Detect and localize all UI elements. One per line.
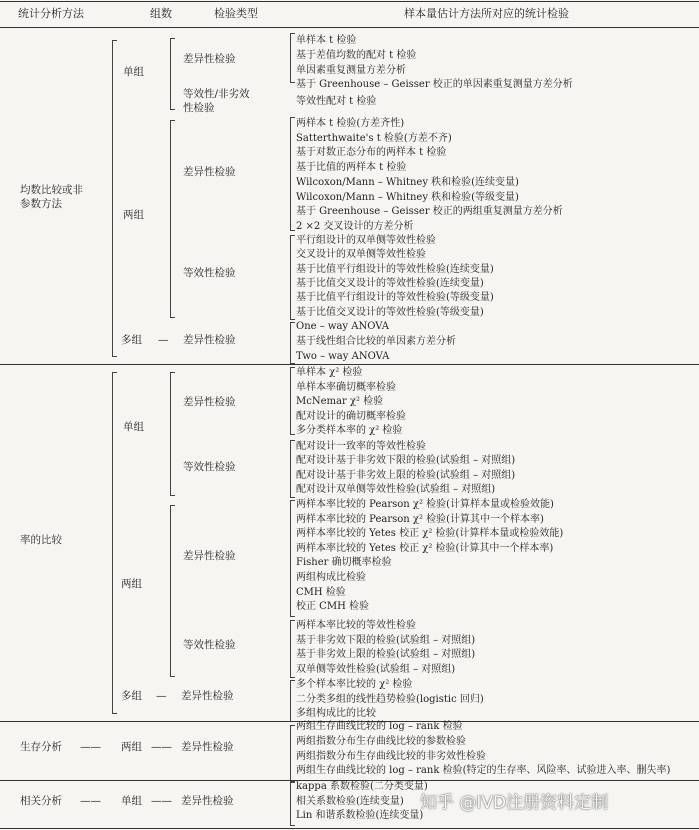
group-mean-two: 两组 (123, 209, 144, 221)
test-item: 基于比值平行组设计的等效性检验(连续变量) (296, 263, 494, 275)
bracket-rate-groups (112, 372, 117, 714)
bracket-rate-single (170, 372, 175, 496)
test-item: 2 ×2 交叉设计的方差分析 (296, 220, 414, 232)
test-item: 两样本 t 检验(方差齐性) (296, 118, 405, 129)
top-rule (0, 1, 699, 2)
test-item: Wilcoxon/Mann – Whitney 秩和检验(连续变量) (296, 176, 519, 188)
bracket-correlation-diff (290, 782, 295, 826)
test-item: 配对设计的确切概率检验 (296, 410, 406, 422)
header-stat-test: 样本量估计方法所对应的统计检验 (404, 7, 569, 20)
test-item: 两样本率比较的 Yetes 校正 χ² 检验(计算其中一个样本率) (296, 542, 554, 554)
test-item: 两组指数分布生存曲线比较的非劣效性检验 (296, 750, 486, 762)
group-rate-multi: 多组 (121, 690, 142, 702)
bracket-mean-two-diff (290, 117, 295, 231)
dash-correlation-2: —— (151, 795, 172, 807)
bracket-rate-single-diff (290, 367, 295, 435)
type-mean-single-equiv: 等效性/非劣效性检验 (183, 88, 250, 114)
method-mean: 均数比较或非参数方法 (20, 184, 83, 210)
test-item: 基于差值均数的配对 t 检验 (296, 49, 417, 61)
bracket-mean-multi-diff (290, 322, 295, 364)
test-item: 交叉设计的双单侧等效性检验 (296, 249, 426, 261)
test-item: 配对设计双单侧等效性检验(试验组 – 对照组) (296, 484, 496, 496)
test-item: McNemar χ² 检验 (296, 396, 384, 408)
test-item: Two – way ANOVA (296, 350, 390, 362)
test-item: 基于比值交叉设计的等效性检验(连续变量) (296, 277, 484, 289)
type-mean-multi-diff: 差异性检验 (183, 334, 236, 346)
test-item: One – way ANOVA (296, 321, 390, 332)
type-mean-two-equiv: 等效性检验 (183, 267, 236, 279)
test-item: 配对设计基于非劣效上限的检验(试验组 – 对照组) (296, 469, 516, 481)
header-rule (0, 27, 699, 28)
bracket-mean-single (170, 38, 175, 110)
bracket-mean-groups (112, 40, 117, 357)
group-correlation: 单组 (121, 795, 142, 807)
test-item: 校正 CMH 检验 (296, 601, 369, 613)
test-item: 基于比值的两样本 t 检验 (296, 162, 407, 174)
group-rate-two: 两组 (121, 578, 142, 590)
type-rate-two-diff: 差异性检验 (183, 550, 236, 562)
test-item: 相关系数检验(连续变量) (296, 795, 404, 807)
test-item: 两组生存曲线比较的 log – rank 检验 (296, 721, 463, 732)
test-item: 单样本 χ² 检验 (296, 367, 363, 378)
bracket-mean-two (170, 120, 175, 318)
bracket-rate-single-equiv (290, 440, 295, 498)
method-correlation: 相关分析 (20, 795, 62, 807)
test-item: 单样本率确切概率检验 (296, 381, 396, 393)
header-method: 统计分析方法 (18, 7, 84, 20)
group-rate-single: 单组 (123, 421, 144, 433)
rule-mean (0, 364, 699, 365)
type-survival-diff: 差异性检验 (181, 741, 234, 753)
test-item: 基于非劣效上限的检验(试验组 – 对照组) (296, 649, 476, 660)
group-mean-single: 单组 (123, 66, 144, 78)
bracket-rate-two-equiv (290, 620, 295, 678)
group-survival: 两组 (121, 741, 142, 753)
bracket-mean-single-diff (290, 33, 295, 83)
test-item: 等效性配对 t 检验 (296, 96, 377, 107)
test-item: Satterthwaite's t 检验(方差不齐) (296, 132, 452, 144)
group-mean-multi: 多组 (121, 334, 142, 346)
test-item: 两样本率比较的 Pearson χ² 检验(计算其中一个样本率) (296, 513, 544, 525)
test-item: 两样本率比较的 Yetes 校正 χ² 检验(计算样本量或检验效能) (296, 528, 564, 540)
bracket-survival-diff (290, 725, 295, 782)
dash-survival-1: —— (80, 741, 101, 753)
test-item: 两样本率比较的等效性检验 (296, 620, 416, 631)
header-test-type: 检验类型 (214, 7, 258, 20)
test-item: 二分类多组的线性趋势检验(logistic 回归) (296, 693, 484, 705)
test-item: 单样本 t 检验 (296, 35, 357, 46)
dash-survival-2: —— (151, 741, 172, 753)
test-item: 配对设计一致率的等效性检验 (296, 441, 426, 452)
method-survival: 生存分析 (20, 741, 62, 753)
test-item: Lin 和谐系数检验(连续变量) (296, 810, 424, 822)
test-item: 多个样本率比较的 χ² 检验 (296, 679, 413, 690)
type-rate-two-equiv: 等效性检验 (183, 639, 236, 651)
bracket-rate-two (170, 505, 175, 677)
test-item: Fisher 确切概率检验 (296, 557, 392, 569)
bottom-rule (0, 828, 699, 829)
test-item: 基于比值平行组设计的等效性检验(等级变量) (296, 292, 494, 304)
test-item: 两组构成比检验 (296, 572, 366, 583)
test-item: 两组生存曲线比较的 log – rank 检验(特定的生存率、风险率、试验进入率、删失率) (296, 765, 671, 777)
test-item: 双单侧等效性检验(试验组 – 对照组) (296, 663, 456, 675)
test-item: CMH 检验 (296, 586, 346, 598)
test-item: 配对设计基于非劣效下限的检验(试验组 – 对照组) (296, 455, 516, 467)
test-item: 基于线性组合比较的单因素方差分析 (296, 335, 456, 347)
type-mean-single-diff: 差异性检验 (183, 53, 236, 65)
test-item: 单因素重复测量方差分析 (296, 64, 406, 76)
test-item: 多组构成比的比较 (296, 708, 376, 720)
test-item: 两组指数分布生存曲线比较的参数检验 (296, 735, 466, 747)
type-rate-single-diff: 差异性检验 (183, 396, 236, 408)
test-item: 基于非劣效下限的检验(试验组 – 对照组) (296, 634, 476, 646)
method-rate: 率的比较 (20, 534, 62, 546)
type-correlation-diff: 差异性检验 (181, 795, 234, 807)
test-item: kappa 系数检验(二分类变量) (296, 781, 428, 792)
dash-rate-multi: — (156, 690, 167, 702)
test-item: 基于 Greenhouse – Geisser 校正的两组重复测量方差分析 (296, 206, 563, 218)
type-rate-multi-diff: 差异性检验 (181, 690, 234, 702)
bracket-rate-multi-diff (290, 680, 295, 722)
bracket-rate-two-diff (290, 500, 295, 617)
test-item: 多分类样本率的 χ² 检验 (296, 425, 403, 437)
watermark: 知乎 @IVD注册资料定制 (420, 793, 609, 813)
type-rate-single-equiv: 等效性检验 (183, 461, 236, 473)
test-item: 平行组设计的双单侧等效性检验 (296, 235, 436, 246)
bracket-mean-two-equiv (290, 235, 295, 320)
test-item: 两样本率比较的 Pearson χ² 检验(计算样本量或检验效能) (296, 499, 554, 510)
test-item: 基于比值交叉设计的等效性检验(等级变量) (296, 306, 484, 318)
test-item: 基于对数正态分布的两样本 t 检验 (296, 147, 447, 159)
test-item: 基于 Greenhouse – Geisser 校正的单因素重复测量方差分析 (296, 79, 573, 91)
test-item: Wilcoxon/Mann – Whitney 秩和检验(等级变量) (296, 191, 519, 203)
type-mean-two-diff: 差异性检验 (183, 166, 236, 178)
dash-correlation-1: —— (80, 795, 101, 807)
header-groups: 组数 (150, 7, 172, 20)
dash-mean-multi: — (158, 334, 169, 346)
